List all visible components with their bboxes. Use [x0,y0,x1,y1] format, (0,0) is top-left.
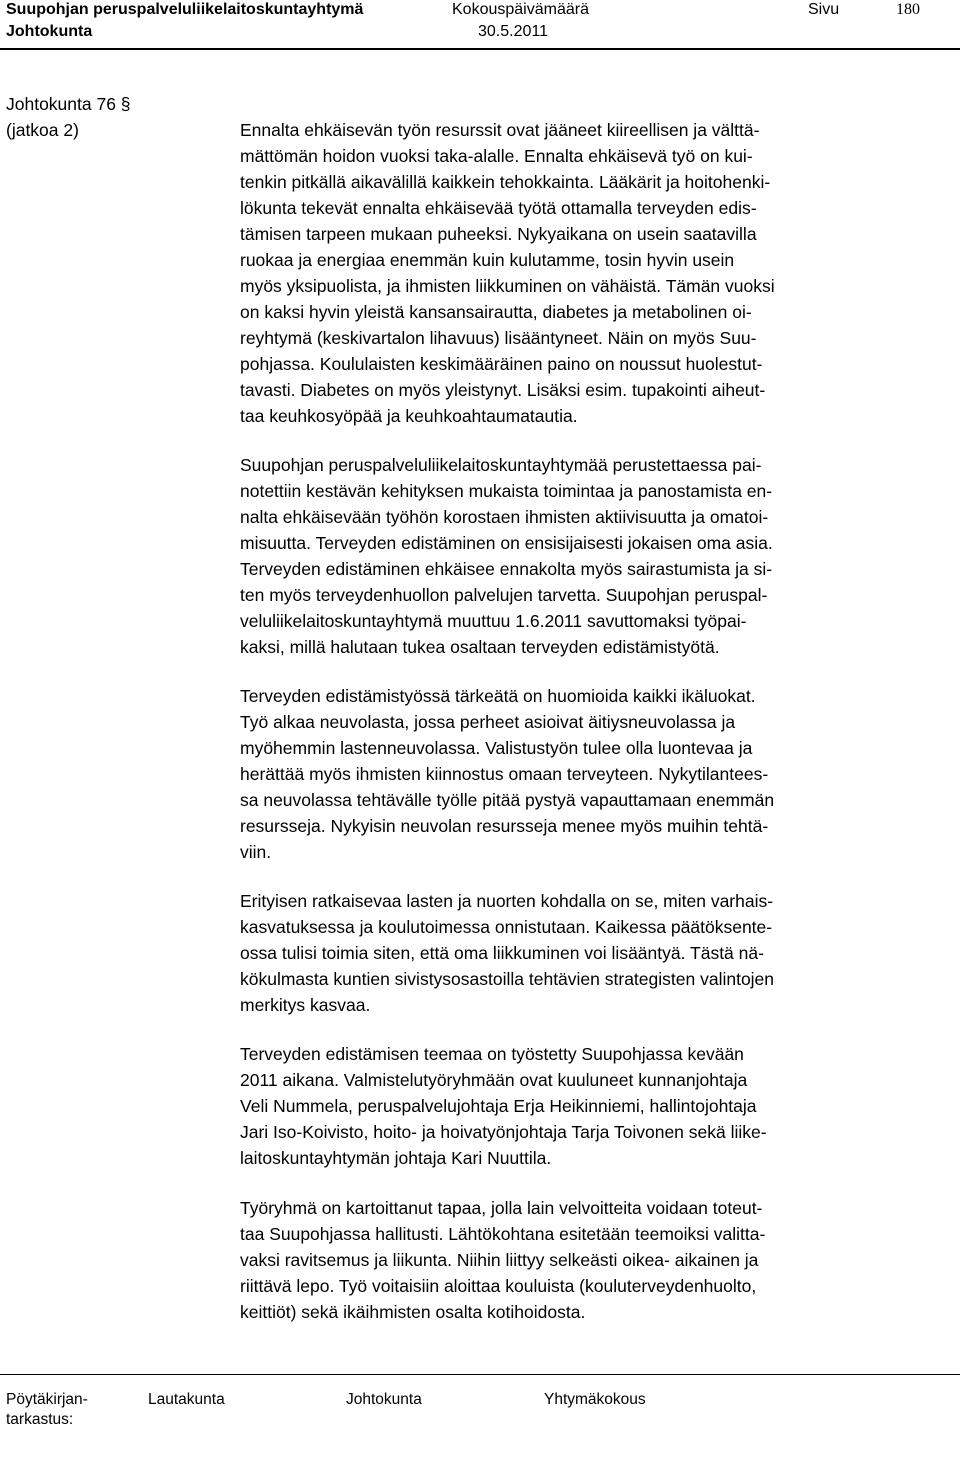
text-line: kökulmasta kuntien sivistysosastoilla tehtävien strategisten valintojen [240,969,775,989]
footer-checker-label-cont: tarkastus: [6,1411,74,1428]
page-header [0,0,960,46]
text-line: myös yksipuolista, ja ihmisten liikkuminen on vähäistä. Tämän vuoksi [240,276,775,296]
text-line: ossa tulisi toimia siten, että oma liikkuminen voi lisääntyä. Tästä nä- [240,943,764,963]
text-line: taa Suupohjassa hallitusti. Lähtökohtana esitetään teemoiksi valitta- [240,1224,766,1244]
meeting-date: 30.5.2011 [478,23,548,40]
text-line: mättömän hoidon vuoksi taka-alalle. Ennalta ehkäisevä työ on kui- [240,146,753,166]
text-line: misuutta. Terveyden edistäminen on ensisijaisesti jokaisen oma asia. [240,533,773,553]
text-line: vaksi ravitsemus ja liikunta. Niihin liittyy selkeästi oikea- aikainen ja [240,1250,759,1270]
text-line: Erityisen ratkaisevaa lasten ja nuorten kohdalla on se, miten varhais- [240,891,774,911]
text-line: lökunta tekevät ennalta ehkäisevää työtä ottamalla terveyden edis- [240,198,757,218]
text-line: Ennalta ehkäisevän työn resurssit ovat jääneet kiireellisen ja välttä- [240,120,760,140]
text-line: Terveyden edistämistyössä tärkeätä on huomioida kaikki ikäluokat. [240,686,756,706]
footer-executive: Johtokunta [346,1391,422,1408]
text-line: Terveyden edistämisen teemaa on työstetty Suupohjassa kevään [240,1044,744,1064]
footer-checker-label: Pöytäkirjan- [6,1391,88,1408]
text-line: resursseja. Nykyisin neuvolan resursseja menee myös muihin tehtä- [240,816,769,836]
text-line: 2011 aikana. Valmistelutyöryhmään ovat kuuluneet kunnanjohtaja [240,1070,748,1090]
text-line: viin. [240,842,272,862]
text-line: Suupohjan peruspalveluliikelaitoskuntayhtymää perustettaessa pai- [240,455,762,475]
text-line: on kaksi hyvin yleistä kansansairautta, diabetes ja metabolinen oi- [240,302,752,322]
text-line: ten myös terveydenhuollon palvelujen tarvetta. Suupohjan peruspal- [240,585,768,605]
text-line: Veli Nummela, peruspalvelujohtaja Erja Heikinniemi, hallintojohtaja [240,1096,757,1116]
text-line: Työryhmä on kartoittanut tapaa, jolla lain velvoitteita voidaan toteut- [240,1198,763,1218]
body-name: Johtokunta [6,23,93,40]
paragraph-5 [240,1041,955,1171]
paragraph-3 [240,683,955,865]
organization-name: Suupohjan peruspalveluliikelaitoskuntayhtymä [6,1,364,18]
text-line: notettiin kestävän kehityksen mukaista toimintaa ja panostamista en- [240,481,773,501]
text-line: reyhtymä (keskivartalon lihavuus) lisääntyneet. Näin on myös Suu- [240,328,757,348]
text-line: kaksi, millä halutaan tukea osaltaan terveyden edistämistyötä. [240,637,720,657]
footer-joint-meeting: Yhtymäkokous [544,1391,646,1408]
text-line: keittiöt) sekä ikäihmisten osalta kotihoidosta. [240,1302,586,1322]
text-line: Terveyden edistäminen ehkäisee ennakolta myös sairastumista ja si- [240,559,773,579]
page-label: Sivu [808,1,840,18]
paragraph-6 [240,1195,955,1325]
text-line: tavasti. Diabetes on myös yleistynyt. Lisäksi esim. tupakointi aiheut- [240,380,766,400]
meeting-date-label: Kokouspäivämäärä [452,1,589,18]
text-line: tämisen tarpeen mukaan puheeksi. Nykyaikana on usein saatavilla [240,224,757,244]
footer-rule [0,1374,960,1375]
text-line: myöhemmin lastenneuvolassa. Valistustyön tulee olla luontevaa ja [240,738,753,758]
text-line: sa neuvolassa tehtävälle työlle pitää pystyä vapauttamaan enemmän [240,790,775,810]
text-line: veluliikelaitoskuntayhtymä muuttuu 1.6.2011 savuttomaksi työpai- [240,611,747,631]
section-continuation: (jatkoa 2) [6,120,79,140]
paragraph-4 [240,888,955,1018]
text-line: tenkin pitkällä aikavälillä kaikkein tehokkainta. Lääkärit ja hoitohenki- [240,172,771,192]
paragraph-2 [240,452,955,660]
text-line: merkitys kasvaa. [240,995,371,1015]
text-line: ruokaa ja energiaa enemmän kuin kulutamme, tosin hyvin usein [240,250,735,270]
footer-board: Lautakunta [148,1391,225,1408]
header-rule [0,48,960,50]
section-title: Johtokunta 76 § [6,94,131,114]
text-line: Jari Iso-Koivisto, hoito- ja hoivatyönjohtaja Tarja Toivonen sekä liike- [240,1122,767,1142]
paragraph-1 [240,117,955,429]
text-line: kasvatuksessa ja koulutoimessa onnistutaan. Kaikessa päätöksente- [240,917,773,937]
page-number: 180 [896,1,920,18]
text-line: pohjassa. Koululaisten keskimääräinen paino on noussut huolestut- [240,354,763,374]
text-line: nalta ehkäisevään työhön korostaen ihmisten aktiivisuutta ja omatoi- [240,507,769,527]
text-line: taa keuhkosyöpää ja keuhkoahtaumatautia. [240,406,578,426]
text-line: laitoskuntayhtymän johtaja Kari Nuuttila. [240,1148,552,1168]
text-line: Työ alkaa neuvolasta, jossa perheet asioivat äitiysneuvolassa ja [240,712,736,732]
text-line: herättää myös ihmisten kiinnostus omaan terveyteen. Nykytilantees- [240,764,769,784]
text-line: riittävä lepo. Työ voitaisiin aloittaa kouluista (kouluterveydenhuolto, [240,1276,757,1296]
